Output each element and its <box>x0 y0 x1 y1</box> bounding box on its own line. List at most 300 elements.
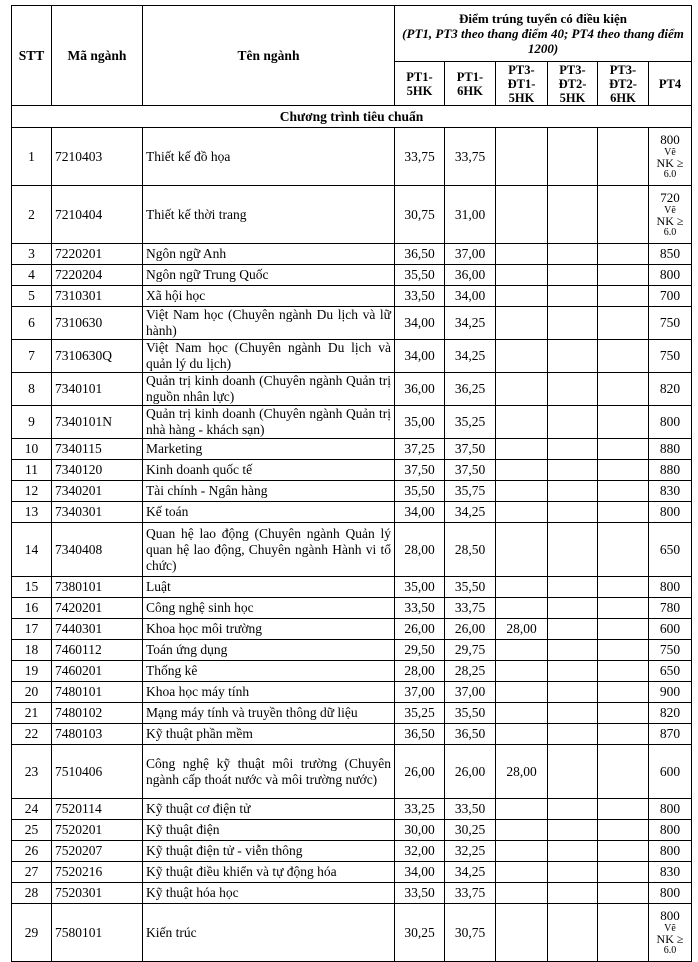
row-stt: 27 <box>12 862 52 883</box>
row-pt4: 830 <box>649 862 692 883</box>
row-name: Mạng máy tính và truyền thông dữ liệu <box>143 703 395 724</box>
row-pt4: 800 <box>649 577 692 598</box>
row-pt1-5hk: 35,50 <box>395 265 445 286</box>
table-row <box>12 340 692 373</box>
header-group-title: Điểm trúng tuyển có điều kiện <box>459 11 627 26</box>
row-pt1-5hk: 26,00 <box>395 619 445 640</box>
row-pt3-dt2-5hk <box>548 682 598 703</box>
row-pt3-dt2-6hk <box>598 265 649 286</box>
header-stt: STT <box>12 6 52 106</box>
row-name: Quan hệ lao động (Chuyên ngành Quản lý quan hệ lao động, Chuyên ngành Hành vi tổ chức) <box>143 523 395 577</box>
row-code: 7210403 <box>52 128 143 186</box>
row-pt3-dt1-5hk <box>496 481 548 502</box>
row-pt3-dt2-5hk <box>548 661 598 682</box>
row-pt1-6hk: 34,25 <box>445 307 496 340</box>
row-code: 7340201 <box>52 481 143 502</box>
row-pt3-dt1-5hk <box>496 244 548 265</box>
table-row <box>12 661 692 682</box>
row-code: 7310301 <box>52 286 143 307</box>
row-pt3-dt2-6hk <box>598 502 649 523</box>
row-pt3-dt2-6hk <box>598 745 649 799</box>
header-sub-col <box>548 62 598 106</box>
table-row <box>12 577 692 598</box>
row-pt3-dt2-5hk <box>548 373 598 406</box>
row-pt3-dt1-5hk <box>496 286 548 307</box>
row-pt4: 750 <box>649 340 692 373</box>
row-pt3-dt2-5hk <box>548 265 598 286</box>
row-name: Ngôn ngữ Trung Quốc <box>143 265 395 286</box>
row-pt4: 880 <box>649 439 692 460</box>
table-row <box>12 186 692 244</box>
admission-score-table <box>11 5 692 962</box>
row-pt1-5hk: 35,50 <box>395 481 445 502</box>
row-pt1-6hk: 29,75 <box>445 640 496 661</box>
header-ten-nganh: Tên ngành <box>143 6 395 106</box>
row-pt3-dt2-5hk <box>548 841 598 862</box>
row-pt1-5hk: 28,00 <box>395 661 445 682</box>
row-name: Công nghệ kỹ thuật môi trường (Chuyên ngành cấp thoát nước và môi trường nước) <box>143 745 395 799</box>
row-pt1-5hk: 37,25 <box>395 439 445 460</box>
row-code: 7340115 <box>52 439 143 460</box>
header-sub-col <box>445 62 496 106</box>
row-code: 7460201 <box>52 661 143 682</box>
row-pt3-dt2-5hk <box>548 598 598 619</box>
row-pt3-dt1-5hk <box>496 799 548 820</box>
row-pt4: 900 <box>649 682 692 703</box>
row-pt1-6hk: 31,00 <box>445 186 496 244</box>
row-pt1-6hk: 33,75 <box>445 883 496 904</box>
row-pt4: 650 <box>649 523 692 577</box>
row-pt3-dt1-5hk <box>496 640 548 661</box>
row-name: Kinh doanh quốc tế <box>143 460 395 481</box>
header-sub-col-line: 6HK <box>457 83 483 98</box>
table-row <box>12 460 692 481</box>
table-row <box>12 406 692 439</box>
row-name: Khoa học môi trường <box>143 619 395 640</box>
row-pt4: 870 <box>649 724 692 745</box>
row-code: 7220201 <box>52 244 143 265</box>
header-sub-col-line: ĐT2- <box>609 76 637 91</box>
row-pt1-6hk: 35,50 <box>445 703 496 724</box>
row-pt1-5hk: 26,00 <box>395 745 445 799</box>
row-pt3-dt1-5hk <box>496 904 548 962</box>
row-pt1-5hk: 32,00 <box>395 841 445 862</box>
row-pt1-6hk: 26,00 <box>445 745 496 799</box>
row-pt4: 800 <box>649 799 692 820</box>
table-row <box>12 904 692 962</box>
row-code: 7340408 <box>52 523 143 577</box>
row-pt4: 800 <box>649 883 692 904</box>
row-pt1-6hk: 36,00 <box>445 265 496 286</box>
row-name: Kỹ thuật phần mềm <box>143 724 395 745</box>
row-code: 7220204 <box>52 265 143 286</box>
header-ma-nganh: Mã ngành <box>52 6 143 106</box>
row-name: Kiến trúc <box>143 904 395 962</box>
table-row <box>12 265 692 286</box>
row-pt4: 850 <box>649 244 692 265</box>
row-stt: 28 <box>12 883 52 904</box>
row-pt1-5hk: 34,00 <box>395 340 445 373</box>
row-pt1-6hk: 34,25 <box>445 502 496 523</box>
row-pt4: 820 <box>649 373 692 406</box>
row-pt1-6hk: 28,25 <box>445 661 496 682</box>
row-pt1-5hk: 34,00 <box>395 307 445 340</box>
row-pt3-dt1-5hk <box>496 703 548 724</box>
row-stt: 5 <box>12 286 52 307</box>
table-row <box>12 502 692 523</box>
row-pt3-dt2-5hk <box>548 883 598 904</box>
header-sub-col-line: PT4 <box>658 76 682 91</box>
row-pt1-5hk: 33,50 <box>395 598 445 619</box>
row-pt3-dt2-6hk <box>598 682 649 703</box>
row-pt3-dt2-5hk <box>548 862 598 883</box>
row-pt1-5hk: 34,00 <box>395 862 445 883</box>
row-stt: 3 <box>12 244 52 265</box>
row-stt: 24 <box>12 799 52 820</box>
row-pt3-dt2-5hk <box>548 128 598 186</box>
row-pt3-dt1-5hk <box>496 340 548 373</box>
row-pt3-dt2-5hk <box>548 244 598 265</box>
row-code: 7340301 <box>52 502 143 523</box>
row-code: 7520114 <box>52 799 143 820</box>
table-row <box>12 481 692 502</box>
row-pt1-6hk: 35,75 <box>445 481 496 502</box>
row-name: Thiết kế đồ họa <box>143 128 395 186</box>
row-name: Kỹ thuật điện tử - viễn thông <box>143 841 395 862</box>
row-code: 7210404 <box>52 186 143 244</box>
row-stt: 14 <box>12 523 52 577</box>
row-name: Công nghệ sinh học <box>143 598 395 619</box>
row-name: Ngôn ngữ Anh <box>143 244 395 265</box>
row-pt3-dt2-6hk <box>598 340 649 373</box>
row-pt3-dt2-5hk <box>548 502 598 523</box>
row-pt3-dt1-5hk <box>496 439 548 460</box>
row-pt3-dt1-5hk <box>496 883 548 904</box>
table-row <box>12 286 692 307</box>
table-row <box>12 820 692 841</box>
row-pt3-dt2-6hk <box>598 661 649 682</box>
row-code: 7440301 <box>52 619 143 640</box>
row-code: 7480103 <box>52 724 143 745</box>
header-sub-col-line: PT3- <box>508 62 535 77</box>
row-pt4-note: 6.0 <box>663 169 677 180</box>
table-row <box>12 703 692 724</box>
row-pt4: 800 <box>649 502 692 523</box>
header-sub-col <box>598 62 649 106</box>
header-sub-col <box>496 62 548 106</box>
row-pt1-5hk: 36,50 <box>395 244 445 265</box>
row-pt3-dt2-5hk <box>548 619 598 640</box>
row-code: 7480102 <box>52 703 143 724</box>
row-pt3-dt2-5hk <box>548 799 598 820</box>
table-row <box>12 841 692 862</box>
row-code: 7310630Q <box>52 340 143 373</box>
row-pt1-6hk: 37,50 <box>445 439 496 460</box>
row-code: 7520201 <box>52 820 143 841</box>
header-sub-col-line: 5HK <box>508 90 535 105</box>
row-stt: 17 <box>12 619 52 640</box>
row-stt: 7 <box>12 340 52 373</box>
header-sub-col-line: 6HK <box>610 90 636 105</box>
row-pt3-dt2-6hk <box>598 904 649 962</box>
row-pt4-note: 6.0 <box>663 227 677 238</box>
row-pt4: 800 <box>649 406 692 439</box>
row-pt3-dt2-6hk <box>598 577 649 598</box>
table-row <box>12 745 692 799</box>
row-pt4: 750 <box>649 307 692 340</box>
row-pt4: 600 <box>649 745 692 799</box>
row-pt3-dt2-6hk <box>598 186 649 244</box>
row-pt1-6hk: 34,00 <box>445 286 496 307</box>
row-pt1-6hk: 37,00 <box>445 682 496 703</box>
row-pt3-dt2-6hk <box>598 640 649 661</box>
row-pt1-5hk: 33,50 <box>395 883 445 904</box>
row-pt1-5hk: 30,00 <box>395 820 445 841</box>
row-code: 7380101 <box>52 577 143 598</box>
row-pt3-dt1-5hk <box>496 841 548 862</box>
row-pt4: 800 <box>649 820 692 841</box>
row-stt: 22 <box>12 724 52 745</box>
row-stt: 29 <box>12 904 52 962</box>
row-name: Việt Nam học (Chuyên ngành Du lịch và quản lý du lịch) <box>143 340 395 373</box>
row-pt1-5hk: 33,50 <box>395 286 445 307</box>
row-name: Quản trị kinh doanh (Chuyên ngành Quản trị nhà hàng - khách sạn) <box>143 406 395 439</box>
header-sub-col-line: PT3- <box>609 62 637 77</box>
row-pt1-5hk: 33,25 <box>395 799 445 820</box>
row-pt1-5hk: 33,75 <box>395 128 445 186</box>
section-title: Chương trình tiêu chuẩn <box>12 106 692 128</box>
row-pt4: 800 <box>649 265 692 286</box>
row-pt3-dt1-5hk <box>496 862 548 883</box>
row-stt: 4 <box>12 265 52 286</box>
row-pt1-6hk: 26,00 <box>445 619 496 640</box>
row-pt4 <box>649 186 692 244</box>
row-pt4-note: NK ≥ <box>656 156 684 170</box>
header-sub-col-line: PT1- <box>406 69 433 84</box>
row-pt4-value: 800 <box>660 908 680 923</box>
row-pt4: 650 <box>649 661 692 682</box>
row-pt3-dt2-6hk <box>598 841 649 862</box>
row-name: Kỹ thuật cơ điện tử <box>143 799 395 820</box>
row-pt3-dt2-6hk <box>598 820 649 841</box>
row-name: Tài chính - Ngân hàng <box>143 481 395 502</box>
row-pt3-dt2-6hk <box>598 799 649 820</box>
row-pt1-6hk: 35,50 <box>445 577 496 598</box>
row-pt3-dt2-6hk <box>598 244 649 265</box>
row-pt1-6hk: 33,75 <box>445 128 496 186</box>
row-pt3-dt2-5hk <box>548 307 598 340</box>
row-pt1-5hk: 36,00 <box>395 373 445 406</box>
row-pt1-6hk: 30,25 <box>445 820 496 841</box>
row-pt3-dt1-5hk: 28,00 <box>496 619 548 640</box>
row-pt3-dt1-5hk <box>496 598 548 619</box>
table-row <box>12 640 692 661</box>
row-pt1-5hk: 29,50 <box>395 640 445 661</box>
row-pt3-dt1-5hk <box>496 460 548 481</box>
row-code: 7310630 <box>52 307 143 340</box>
row-stt: 19 <box>12 661 52 682</box>
row-pt1-6hk: 32,25 <box>445 841 496 862</box>
row-code: 7520301 <box>52 883 143 904</box>
header-sub-col-line: ĐT1- <box>507 76 536 91</box>
row-code: 7340101 <box>52 373 143 406</box>
table-row <box>12 244 692 265</box>
row-pt4-note: NK ≥ <box>656 214 684 228</box>
row-pt4-note: NK ≥ <box>656 932 684 946</box>
table-row <box>12 128 692 186</box>
row-stt: 15 <box>12 577 52 598</box>
row-pt3-dt2-5hk <box>548 703 598 724</box>
header-sub-col <box>649 62 692 106</box>
table-row <box>12 724 692 745</box>
row-stt: 13 <box>12 502 52 523</box>
row-stt: 9 <box>12 406 52 439</box>
row-name: Xã hội học <box>143 286 395 307</box>
row-stt: 23 <box>12 745 52 799</box>
row-pt4-note: 6.0 <box>663 945 677 956</box>
row-stt: 1 <box>12 128 52 186</box>
row-pt1-5hk: 35,00 <box>395 577 445 598</box>
row-code: 7340120 <box>52 460 143 481</box>
row-name: Khoa học máy tính <box>143 682 395 703</box>
row-pt1-6hk: 36,25 <box>445 373 496 406</box>
header-sub-col-line: 5HK <box>559 90 586 105</box>
header-sub-col-line: ĐT2- <box>558 76 587 91</box>
row-pt4 <box>649 128 692 186</box>
table-row <box>12 307 692 340</box>
row-pt1-5hk: 28,00 <box>395 523 445 577</box>
table-row <box>12 373 692 406</box>
row-pt4-note: Vẽ <box>664 923 676 934</box>
row-pt3-dt2-5hk <box>548 286 598 307</box>
table-row <box>12 619 692 640</box>
header-group-note: (PT1, PT3 theo thang điểm 40; PT4 theo thang điểm 1200) <box>402 26 684 56</box>
header-sub-col-line: PT1- <box>456 69 484 84</box>
row-stt: 25 <box>12 820 52 841</box>
table-row <box>12 598 692 619</box>
row-code: 7520216 <box>52 862 143 883</box>
row-code: 7420201 <box>52 598 143 619</box>
row-stt: 18 <box>12 640 52 661</box>
row-code: 7480101 <box>52 682 143 703</box>
row-pt3-dt1-5hk <box>496 373 548 406</box>
row-code: 7580101 <box>52 904 143 962</box>
row-pt1-5hk: 35,25 <box>395 703 445 724</box>
row-pt3-dt1-5hk: 28,00 <box>496 745 548 799</box>
row-pt3-dt2-5hk <box>548 460 598 481</box>
row-pt1-6hk: 34,25 <box>445 340 496 373</box>
row-code: 7510406 <box>52 745 143 799</box>
row-name: Kỹ thuật điện <box>143 820 395 841</box>
table-row <box>12 883 692 904</box>
row-pt3-dt2-6hk <box>598 724 649 745</box>
row-pt4-note: Vẽ <box>664 205 676 216</box>
row-name: Thống kê <box>143 661 395 682</box>
row-stt: 12 <box>12 481 52 502</box>
row-pt1-6hk: 33,75 <box>445 598 496 619</box>
table-row <box>12 439 692 460</box>
row-name: Việt Nam học (Chuyên ngành Du lịch và lữ hành) <box>143 307 395 340</box>
row-name: Quản trị kinh doanh (Chuyên ngành Quản trị nguồn nhân lực) <box>143 373 395 406</box>
row-stt: 21 <box>12 703 52 724</box>
row-pt3-dt2-5hk <box>548 724 598 745</box>
row-name: Kỹ thuật hóa học <box>143 883 395 904</box>
row-name: Luật <box>143 577 395 598</box>
header-sub-col-line: PT3- <box>559 62 586 77</box>
row-pt3-dt2-5hk <box>548 904 598 962</box>
row-pt3-dt2-6hk <box>598 703 649 724</box>
row-pt3-dt1-5hk <box>496 307 548 340</box>
row-pt1-6hk: 35,25 <box>445 406 496 439</box>
row-pt3-dt2-6hk <box>598 460 649 481</box>
row-pt3-dt2-6hk <box>598 523 649 577</box>
row-stt: 8 <box>12 373 52 406</box>
table-row <box>12 523 692 577</box>
row-pt4-value: 800 <box>660 132 680 147</box>
row-pt1-6hk: 37,50 <box>445 460 496 481</box>
row-pt3-dt2-5hk <box>548 340 598 373</box>
row-stt: 11 <box>12 460 52 481</box>
table-row <box>12 862 692 883</box>
row-pt1-5hk: 37,00 <box>395 682 445 703</box>
row-pt1-5hk: 30,75 <box>395 186 445 244</box>
table-row <box>12 682 692 703</box>
row-pt3-dt2-6hk <box>598 862 649 883</box>
row-pt3-dt2-5hk <box>548 481 598 502</box>
row-pt3-dt2-6hk <box>598 619 649 640</box>
table-row <box>12 799 692 820</box>
row-pt3-dt1-5hk <box>496 406 548 439</box>
row-stt: 26 <box>12 841 52 862</box>
row-pt3-dt2-6hk <box>598 373 649 406</box>
row-pt1-6hk: 36,50 <box>445 724 496 745</box>
row-pt1-5hk: 36,50 <box>395 724 445 745</box>
row-pt1-6hk: 37,00 <box>445 244 496 265</box>
row-code: 7340101N <box>52 406 143 439</box>
row-pt1-6hk: 30,75 <box>445 904 496 962</box>
row-code: 7520207 <box>52 841 143 862</box>
row-pt3-dt2-6hk <box>598 883 649 904</box>
admission-score-table-container <box>11 5 691 962</box>
row-pt3-dt1-5hk <box>496 523 548 577</box>
row-pt3-dt2-6hk <box>598 307 649 340</box>
row-pt1-6hk: 34,25 <box>445 862 496 883</box>
row-stt: 20 <box>12 682 52 703</box>
row-name: Kỹ thuật điều khiển và tự động hóa <box>143 862 395 883</box>
row-name: Toán ứng dụng <box>143 640 395 661</box>
row-name: Marketing <box>143 439 395 460</box>
row-pt4: 750 <box>649 640 692 661</box>
row-pt3-dt2-5hk <box>548 186 598 244</box>
row-pt3-dt2-5hk <box>548 745 598 799</box>
row-pt4: 820 <box>649 703 692 724</box>
row-pt3-dt1-5hk <box>496 661 548 682</box>
row-pt3-dt2-6hk <box>598 439 649 460</box>
row-pt3-dt1-5hk <box>496 682 548 703</box>
row-pt3-dt2-6hk <box>598 128 649 186</box>
row-name: Thiết kế thời trang <box>143 186 395 244</box>
row-pt3-dt1-5hk <box>496 820 548 841</box>
row-pt4: 600 <box>649 619 692 640</box>
row-pt1-5hk: 37,50 <box>395 460 445 481</box>
row-stt: 6 <box>12 307 52 340</box>
row-pt4: 880 <box>649 460 692 481</box>
row-code: 7460112 <box>52 640 143 661</box>
row-pt4: 800 <box>649 841 692 862</box>
row-pt1-5hk: 34,00 <box>395 502 445 523</box>
row-pt3-dt2-5hk <box>548 577 598 598</box>
row-pt3-dt2-5hk <box>548 406 598 439</box>
